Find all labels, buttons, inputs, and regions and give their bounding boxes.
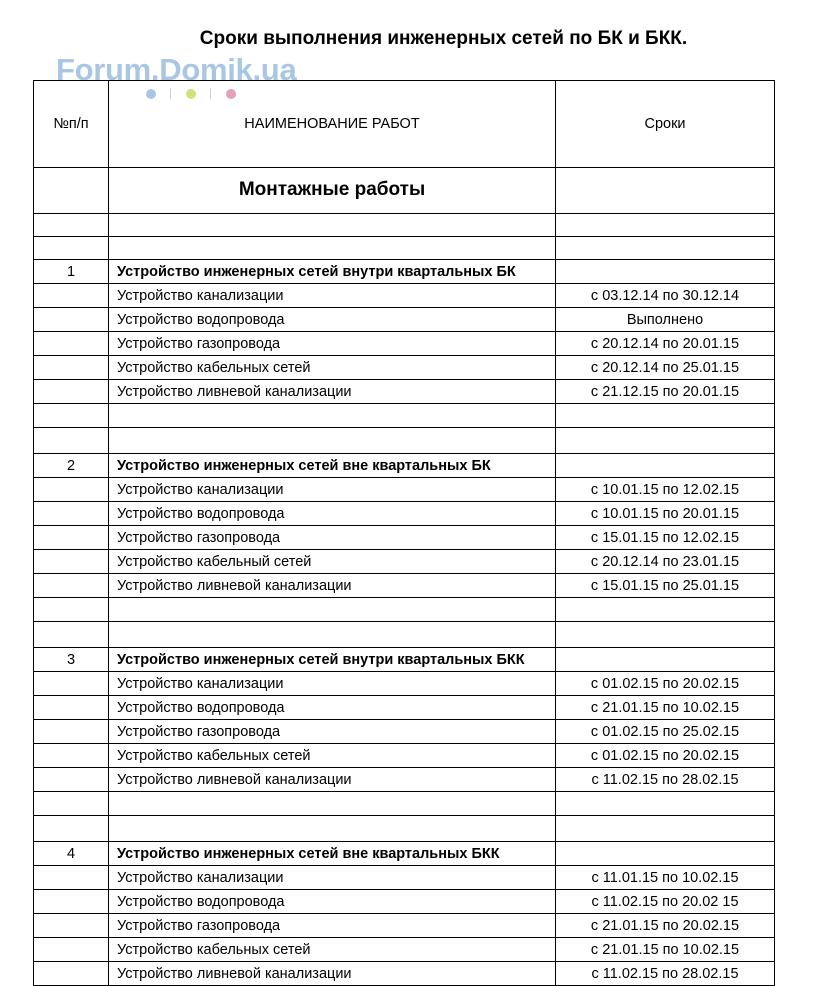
group-title: Устройство инженерных сетей вне квартальных БКК: [109, 842, 556, 866]
row-num-empty: [34, 720, 109, 744]
table-row: [34, 890, 775, 914]
row-num-empty: [34, 890, 109, 914]
schedule-table: [33, 80, 775, 986]
spacer-cell: [556, 237, 775, 260]
spacer-cell: [109, 622, 556, 648]
spacer-cell: [34, 214, 109, 237]
schedule-table-body: [34, 81, 775, 986]
row-num-empty: [34, 672, 109, 696]
work-name: Устройство канализации: [109, 478, 556, 502]
blank-row: [34, 792, 775, 816]
group-title: Устройство инженерных сетей внутри квартальных БКК: [109, 648, 556, 672]
spacer-cell: [109, 792, 556, 816]
table-row: [34, 938, 775, 962]
table-row: [34, 672, 775, 696]
work-term: с 15.01.15 по 12.02.15: [556, 526, 775, 550]
row-num-empty: [34, 380, 109, 404]
row-num-empty: [34, 356, 109, 380]
row-num-empty: [34, 526, 109, 550]
work-name: Устройство кабельных сетей: [109, 356, 556, 380]
spacer-cell: [34, 792, 109, 816]
spacer-cell: [556, 214, 775, 237]
spacer-cell: [34, 428, 109, 454]
work-term: с 10.01.15 по 20.01.15: [556, 502, 775, 526]
blank-row: [34, 816, 775, 842]
table-row: [34, 356, 775, 380]
spacer-cell: [34, 237, 109, 260]
work-name: Устройство ливневой канализации: [109, 574, 556, 598]
group-number: 2: [34, 454, 109, 478]
group-header-row: [34, 842, 775, 866]
group-number: 3: [34, 648, 109, 672]
spacer-cell: [556, 404, 775, 428]
group-header-row: [34, 454, 775, 478]
work-term: с 21.01.15 по 10.02.15: [556, 938, 775, 962]
spacer-cell: [556, 792, 775, 816]
work-name: Устройство водопровода: [109, 502, 556, 526]
work-name: Устройство водопровода: [109, 696, 556, 720]
table-row: [34, 380, 775, 404]
work-name: Устройство кабельный сетей: [109, 550, 556, 574]
header-num: №п/п: [34, 81, 109, 168]
table-row: [34, 284, 775, 308]
work-name: Устройство газопровода: [109, 526, 556, 550]
row-num-empty: [34, 914, 109, 938]
spacer-cell: [556, 428, 775, 454]
table-row: [34, 308, 775, 332]
table-row: [34, 914, 775, 938]
table-row: [34, 574, 775, 598]
table-header-row: [34, 81, 775, 168]
group-number: 1: [34, 260, 109, 284]
header-name: НАИМЕНОВАНИЕ РАБОТ: [109, 81, 556, 168]
work-name: Устройство канализации: [109, 672, 556, 696]
work-term: с 21.12.15 по 20.01.15: [556, 380, 775, 404]
row-num-empty: [34, 768, 109, 792]
section-title-term-cell: [556, 168, 775, 214]
spacer-cell: [556, 598, 775, 622]
row-num-empty: [34, 574, 109, 598]
table-row: [34, 478, 775, 502]
blank-row: [34, 214, 775, 237]
work-term: с 01.02.15 по 20.02.15: [556, 744, 775, 768]
blank-row: [34, 598, 775, 622]
work-term: Выполнено: [556, 308, 775, 332]
work-term: с 03.12.14 по 30.12.14: [556, 284, 775, 308]
group-header-row: [34, 648, 775, 672]
work-name: Устройство газопровода: [109, 332, 556, 356]
work-term: с 11.01.15 по 10.02.15: [556, 866, 775, 890]
table-row: [34, 962, 775, 986]
section-title-row: [34, 168, 775, 214]
work-term: с 15.01.15 по 25.01.15: [556, 574, 775, 598]
work-term: с 11.02.15 по 20.02 15: [556, 890, 775, 914]
spacer-cell: [109, 816, 556, 842]
table-row: [34, 696, 775, 720]
spacer-cell: [34, 598, 109, 622]
work-name: Устройство канализации: [109, 866, 556, 890]
work-term: с 21.01.15 по 20.02.15: [556, 914, 775, 938]
blank-row: [34, 622, 775, 648]
work-name: Устройство газопровода: [109, 720, 556, 744]
work-name: Устройство водопровода: [109, 308, 556, 332]
table-row: [34, 768, 775, 792]
document-title: Сроки выполнения инженерных сетей по БК и БКК.: [199, 28, 688, 49]
group-title: Устройство инженерных сетей внутри квартальных БК: [109, 260, 556, 284]
work-term: с 20.12.14 по 20.01.15: [556, 332, 775, 356]
blank-row: [34, 237, 775, 260]
row-num-empty: [34, 502, 109, 526]
row-num-empty: [34, 696, 109, 720]
table-row: [34, 550, 775, 574]
table-row: [34, 866, 775, 890]
work-term: с 20.12.14 по 25.01.15: [556, 356, 775, 380]
work-name: Устройство кабельных сетей: [109, 938, 556, 962]
group-term-empty: [556, 260, 775, 284]
row-num-empty: [34, 332, 109, 356]
work-term: с 21.01.15 по 10.02.15: [556, 696, 775, 720]
work-term: с 01.02.15 по 20.02.15: [556, 672, 775, 696]
group-title: Устройство инженерных сетей вне квартальных БК: [109, 454, 556, 478]
work-term: с 11.02.15 по 28.02.15: [556, 768, 775, 792]
row-num-empty: [34, 938, 109, 962]
row-num-empty: [34, 866, 109, 890]
spacer-cell: [109, 598, 556, 622]
table-row: [34, 332, 775, 356]
group-term-empty: [556, 842, 775, 866]
table-row: [34, 744, 775, 768]
group-header-row: [34, 260, 775, 284]
work-term: с 01.02.15 по 25.02.15: [556, 720, 775, 744]
watermark-logo: Forum.Domik.ua: [56, 52, 297, 87]
header-term: Сроки: [556, 81, 775, 168]
row-num-empty: [34, 308, 109, 332]
spacer-cell: [34, 816, 109, 842]
spacer-cell: [34, 404, 109, 428]
row-num-empty: [34, 962, 109, 986]
blank-row: [34, 428, 775, 454]
group-number: 4: [34, 842, 109, 866]
work-name: Устройство водопровода: [109, 890, 556, 914]
spacer-cell: [34, 622, 109, 648]
work-name: Устройство ливневой канализации: [109, 962, 556, 986]
work-term: с 11.02.15 по 28.02.15: [556, 962, 775, 986]
blank-row: [34, 404, 775, 428]
group-term-empty: [556, 648, 775, 672]
spacer-cell: [556, 816, 775, 842]
row-num-empty: [34, 284, 109, 308]
work-name: Устройство ливневой канализации: [109, 380, 556, 404]
section-title: Монтажные работы: [109, 168, 556, 214]
table-row: [34, 720, 775, 744]
spacer-cell: [109, 237, 556, 260]
work-name: Устройство ливневой канализации: [109, 768, 556, 792]
work-term: с 10.01.15 по 12.02.15: [556, 478, 775, 502]
table-row: [34, 502, 775, 526]
table-row: [34, 526, 775, 550]
work-name: Устройство газопровода: [109, 914, 556, 938]
group-term-empty: [556, 454, 775, 478]
work-name: Устройство канализации: [109, 284, 556, 308]
spacer-cell: [109, 428, 556, 454]
spacer-cell: [109, 214, 556, 237]
row-num-empty: [34, 744, 109, 768]
spacer-cell: [109, 404, 556, 428]
section-title-num-cell: [34, 168, 109, 214]
work-term: с 20.12.14 по 23.01.15: [556, 550, 775, 574]
spacer-cell: [556, 622, 775, 648]
row-num-empty: [34, 478, 109, 502]
work-name: Устройство кабельных сетей: [109, 744, 556, 768]
row-num-empty: [34, 550, 109, 574]
